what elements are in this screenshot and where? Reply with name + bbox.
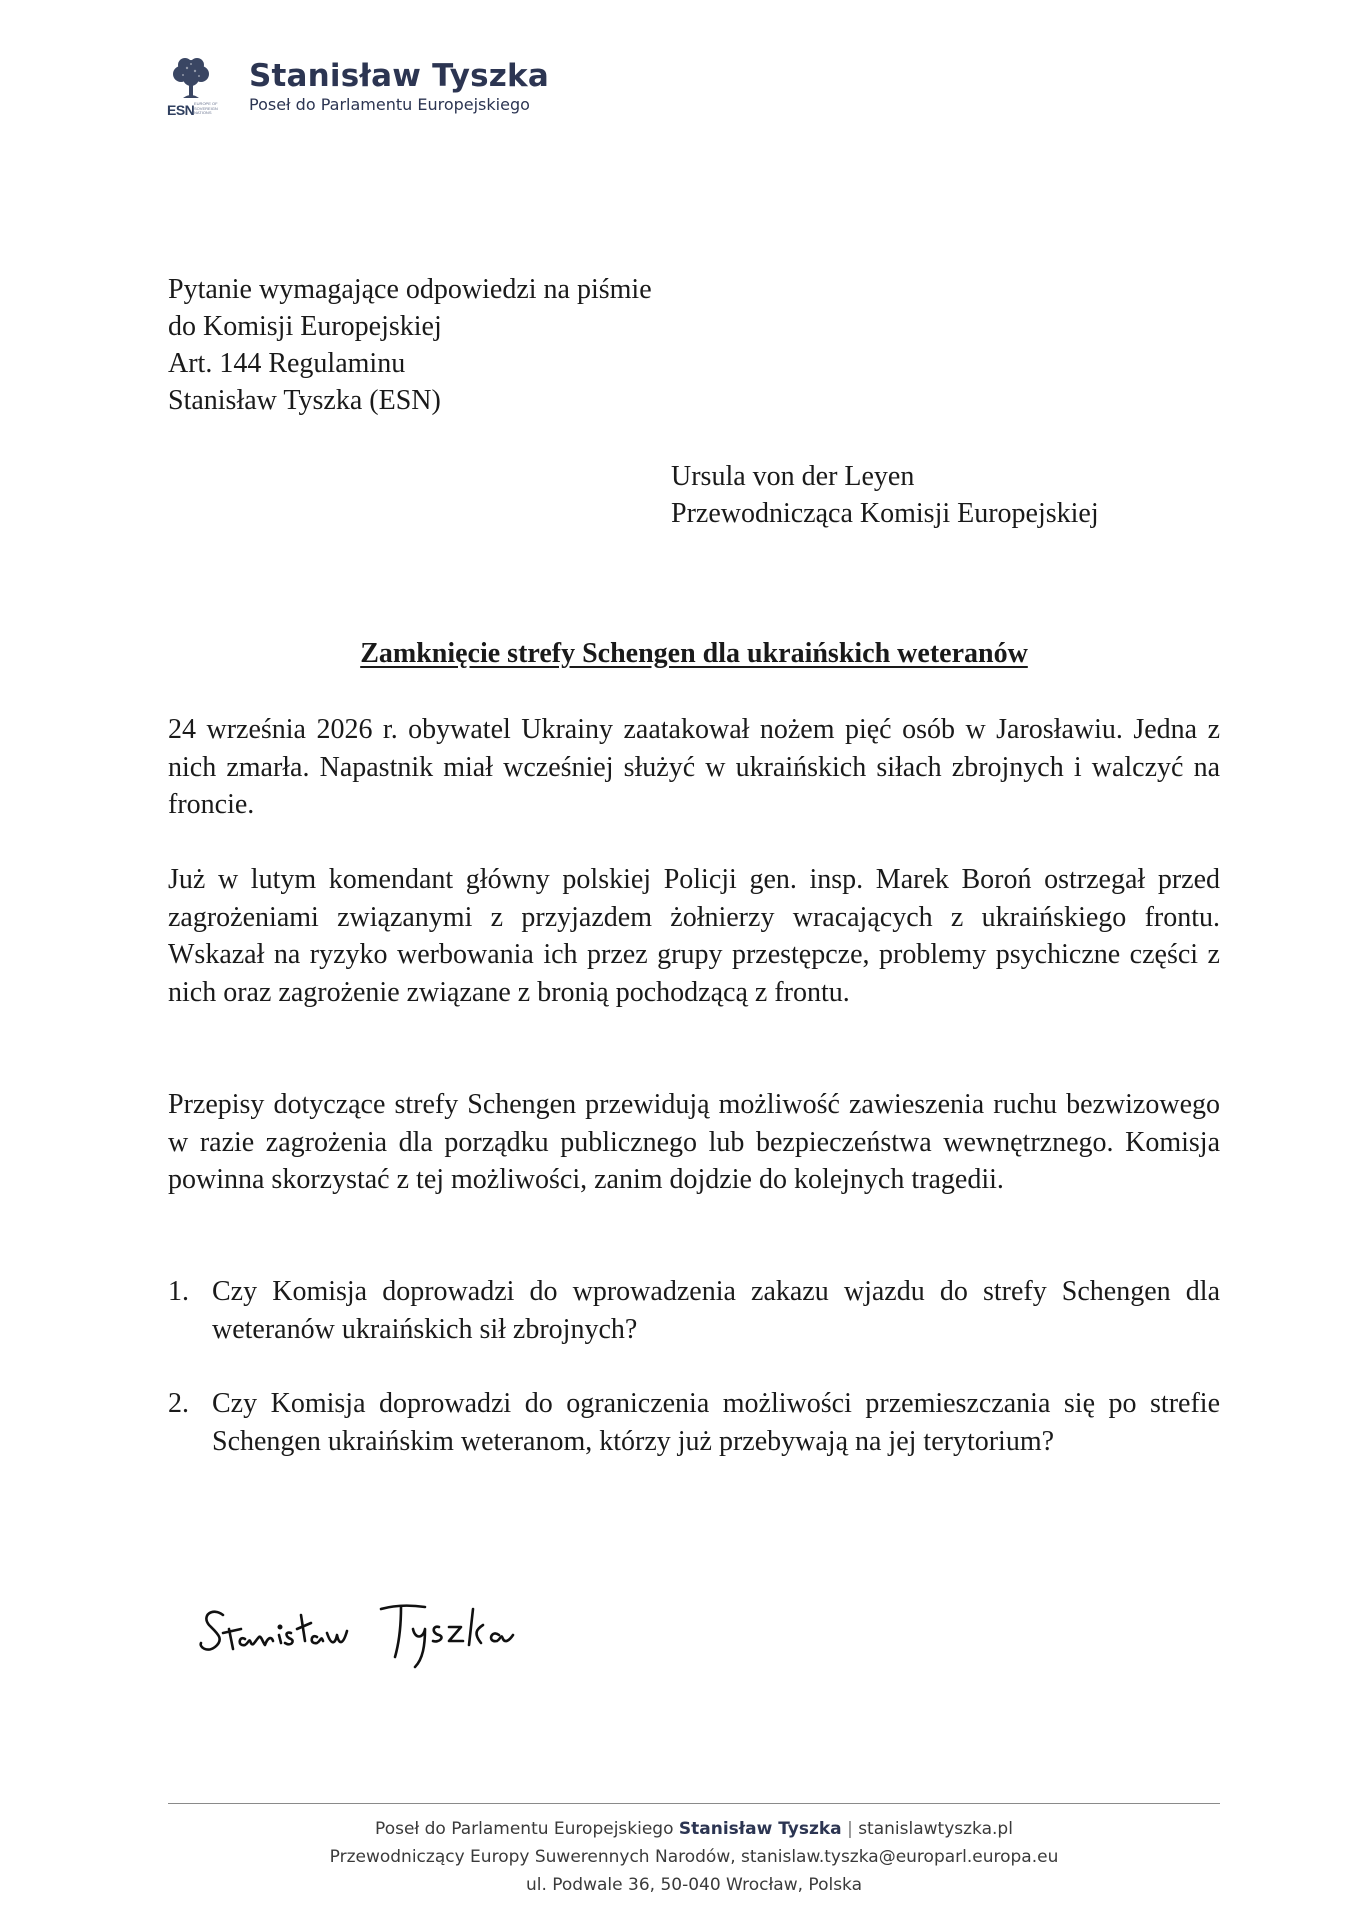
- question-text: Czy Komisja doprowadzi do ograniczenia możliwości przemieszczania się po strefie Schengen ukraińskim weteranom, którzy już przebywają na jej terytorium?: [212, 1388, 1220, 1457]
- footer-line-2: Przewodniczący Europy Suwerennych Narodów, stanislaw.tyszka@europarl.europa.eu: [329, 1847, 1059, 1867]
- footer-line-3: ul. Podwale 36, 50-040 Wrocław, Polska: [525, 1875, 863, 1895]
- footer-separator: |: [847, 1819, 853, 1839]
- question-text: Czy Komisja doprowadzi do wprowadzenia zakazu wjazdu do strefy Schengen dla weteranów ukraińskich sił zbrojnych?: [212, 1276, 1220, 1345]
- sender-block: [168, 271, 652, 419]
- handwritten-signature: [195, 1585, 565, 1680]
- logo-abbrev: ESN: [167, 102, 195, 118]
- recipient-line: Ursula von der Leyen: [671, 461, 915, 492]
- question-number: 1.: [168, 1276, 189, 1307]
- esn-logo: [167, 56, 218, 118]
- question-item: [168, 1273, 1220, 1348]
- question-item: [168, 1385, 1220, 1460]
- footer-website: stanislawtyszka.pl: [858, 1819, 1013, 1839]
- letterhead: [167, 52, 549, 122]
- sender-line: Pytanie wymagające odpowiedzi na piśmie: [168, 274, 652, 305]
- sender-line: Stanisław Tyszka (ESN): [168, 385, 441, 416]
- body-paragraph: Przepisy dotyczące strefy Schengen przewidują możliwość zawieszenia ruchu bezwizowego w razie zagrożenia dla porządku publicznego lub bezpieczeństwa wewnętrznego. Komisja powinna skorzystać z tej możliwości, zanim dojdzie do kolejnych tragedii.: [168, 1089, 1220, 1195]
- tree-icon: [167, 56, 215, 102]
- footer-divider: [168, 1803, 1220, 1804]
- footer-line-1: [168, 1815, 1220, 1843]
- footer-name: Stanisław Tyszka: [678, 1819, 842, 1839]
- footer-role: Poseł do Parlamentu Europejskiego: [375, 1819, 674, 1839]
- recipient-line: Przewodnicząca Komisji Europejskiej: [671, 498, 1099, 529]
- logo-tiny-text: EUROPE OF SOVEREIGN NATIONS: [194, 101, 218, 115]
- sender-line: do Komisji Europejskiej: [168, 311, 442, 342]
- question-number: 2.: [168, 1388, 189, 1419]
- body-paragraph: Już w lutym komendant główny polskiej Policji gen. insp. Marek Boroń ostrzegał przed zagrożeniami związanymi z przyjazdem żołnierzy wracających z ukraińskiego frontu. Wskazał na ryzyko werbowania ich przez grupy przestępcze, problemy psychiczne części z nich oraz zagrożenie związane z bronią pochodzącą z frontu.: [168, 864, 1220, 1008]
- brand-text: [249, 58, 549, 116]
- sender-line: Art. 144 Regulaminu: [168, 348, 406, 379]
- brand-name: Stanisław Tyszka: [249, 58, 549, 94]
- body-paragraph: 24 września 2026 r. obywatel Ukrainy zaatakował nożem pięć osób w Jarosławiu. Jedna z nich zmarła. Napastnik miał wcześniej służyć w ukraińskich siłach zbrojnych i walczyć na froncie.: [168, 714, 1220, 820]
- letter-title: Zamknięcie strefy Schengen dla ukraińskich weteranów: [360, 638, 1028, 669]
- recipient-block: [671, 458, 1099, 532]
- footer: [168, 1815, 1220, 1899]
- brand-subtitle: Poseł do Parlamentu Europejskiego: [249, 95, 530, 114]
